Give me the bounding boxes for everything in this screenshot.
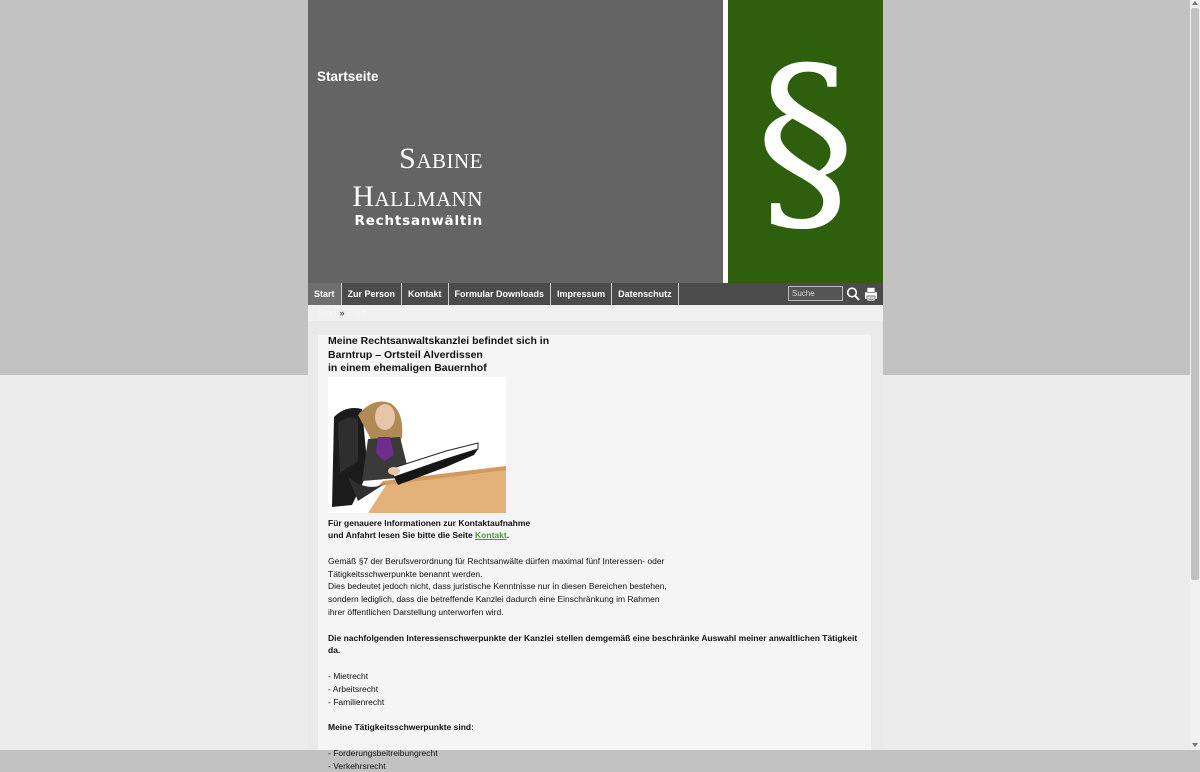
scroll-up-arrow-icon[interactable] [1192,1,1198,5]
printer-icon[interactable] [863,286,879,302]
nav-item-kontakt[interactable]: Kontakt [402,283,449,305]
search-input[interactable] [788,286,843,301]
intro-line: Meine Rechtsanwaltskanzlei befindet sich in [328,335,550,347]
list-item: - Verkehrsrecht [328,760,386,771]
legal-line: Dies bedeutet jedoch nicht, dass juristische Kenntnisse nur in diesen Bereichen bestehen, [328,581,667,592]
breadcrumb-item-current: Start [347,308,367,318]
intro-heading [328,335,868,376]
intro-line: in einem ehemaligen Bauernhof [328,362,487,374]
scroll-down-arrow-icon[interactable] [1192,743,1198,747]
nav-item-start[interactable]: Start [308,283,342,305]
breadcrumb [308,305,883,321]
legal-line: ihrer öffentlichen Darstellung unterworfen wird. [328,607,504,618]
intro-line: Barntrup – Ortsteil Alverdissen [328,348,483,361]
activity-list [328,747,868,772]
logo-lastname: Hallmann [352,180,483,213]
site-header [308,0,883,283]
list-item: - Forderungsbeitreibungrecht [328,747,438,758]
main-navigation [308,283,883,305]
nav-item-datenschutz[interactable]: Datenschutz [612,283,679,305]
nav-item-impressum[interactable]: Impressum [551,283,612,305]
list-item: - Arbeitsrecht [328,683,379,694]
breadcrumb-item-start[interactable]: Start [318,308,338,318]
logo-firstname: Sabine [399,142,483,175]
interest-heading: Die nachfolgenden Interessenschwerpunkte der Kanzlei stellen demgemäß eine beschränke Auswahl meiner anwaltlichen Tätigkeit da. [328,632,858,656]
breadcrumb-separator: » [339,308,345,318]
interest-list [328,670,868,708]
nav-item-zur-person[interactable]: Zur Person [342,283,403,305]
info-line [328,529,868,542]
list-item: - Familienrecht [328,696,385,707]
legal-line: Tätigkeitsschwerpunkte benannt werden. [328,568,483,579]
info-line-pre: und Anfahrt lesen Sie bitte die Seite [328,530,476,541]
list-item: - Mietrecht [328,671,369,682]
legal-line: Gemäß §7 der Berufsverordnung für Rechtsanwälte dürfen maximal fünf Interessen- oder [328,555,665,566]
activity-heading: Meine Tätigkeitsschwerpunkte sind: [328,722,474,733]
site-logo[interactable] [308,140,483,229]
main-content [318,335,871,771]
kontakt-link[interactable]: Kontakt [475,530,507,541]
info-line-post: . [506,530,510,541]
info-text [328,517,868,543]
lawyer-photo [328,377,506,513]
legal-notice [328,555,868,619]
scrollbar-thumb[interactable] [1191,8,1199,580]
paragraph-symbol-icon: § [755,24,856,258]
legal-line: sondern lediglich, dass die betreffende Kanzlei dadurch eine Einschränkung im Rahmen [328,594,660,605]
page-scrollbar[interactable] [1190,0,1200,750]
page-container [308,0,883,771]
logo-subtitle: Rechtsanwältin [354,213,483,229]
nav-item-formular-downloads[interactable]: Formular Downloads [449,283,552,305]
header-green-panel [728,0,883,283]
page-title: Startseite [317,69,379,84]
search-icon[interactable] [846,286,860,302]
info-line: Für genauere Informationen zur Kontaktaufnahme [328,517,531,528]
